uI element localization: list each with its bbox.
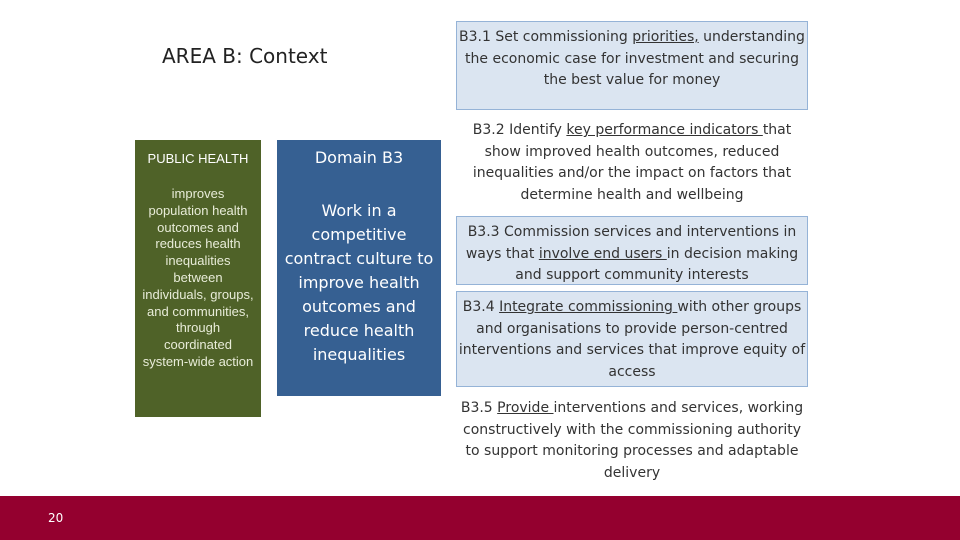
b3-1-prefix: B3.1 Set commissioning xyxy=(459,29,633,45)
public-health-title: PUBLIC HEALTH xyxy=(147,151,249,166)
b3-5-underlined: Provide xyxy=(497,400,554,416)
b3-5-prefix: B3.5 xyxy=(460,400,498,416)
domain-description: Work in a competitive contract culture to improve health outcomes and reduce health inequalities xyxy=(284,201,434,364)
domain-box xyxy=(277,140,441,396)
b3-2-box xyxy=(456,120,808,210)
b3-2-prefix: B3.2 Identify xyxy=(472,122,567,138)
b3-3-box xyxy=(456,216,808,285)
public-health-box xyxy=(135,140,261,417)
b3-3-underlined: involve end users xyxy=(538,245,667,262)
b3-5-box xyxy=(456,397,808,486)
b3-1-suffix: understanding the economic case for investment and securing the best value for money xyxy=(465,29,805,88)
area-title: AREA B: Context xyxy=(162,44,328,68)
b3-4-suffix: with other groups and organisations to provide person-centred interventions and services that improve equity of access xyxy=(458,299,806,380)
b3-1-box xyxy=(456,21,808,110)
b3-4-box xyxy=(456,291,808,387)
b3-5-suffix: interventions and services, working constructively with the commissioning authority to support monitoring processes and adaptable delivery xyxy=(463,400,804,481)
b3-1-underlined: priorities, xyxy=(632,29,699,45)
b3-4-prefix: B3.4 xyxy=(462,299,500,315)
b3-4-underlined: Integrate commissioning xyxy=(499,299,678,315)
b3-3-prefix: B3.3 Commission services and interventions in ways that xyxy=(465,224,797,262)
b3-2-underlined: key performance indicators xyxy=(566,122,763,138)
public-health-description: improves population health outcomes and reduces health inequalities between individuals, groups, and communities, through coordinated system-wide action xyxy=(142,186,254,369)
b3-3-suffix: in decision making and support community interests xyxy=(515,245,799,283)
domain-title: Domain B3 xyxy=(314,148,404,167)
page-number: 20 xyxy=(48,511,64,525)
b3-2-suffix: that show improved health outcomes, reduced inequalities and/or the impact on factors that determine health and wellbeing xyxy=(472,122,792,203)
footer-bar xyxy=(0,496,960,540)
